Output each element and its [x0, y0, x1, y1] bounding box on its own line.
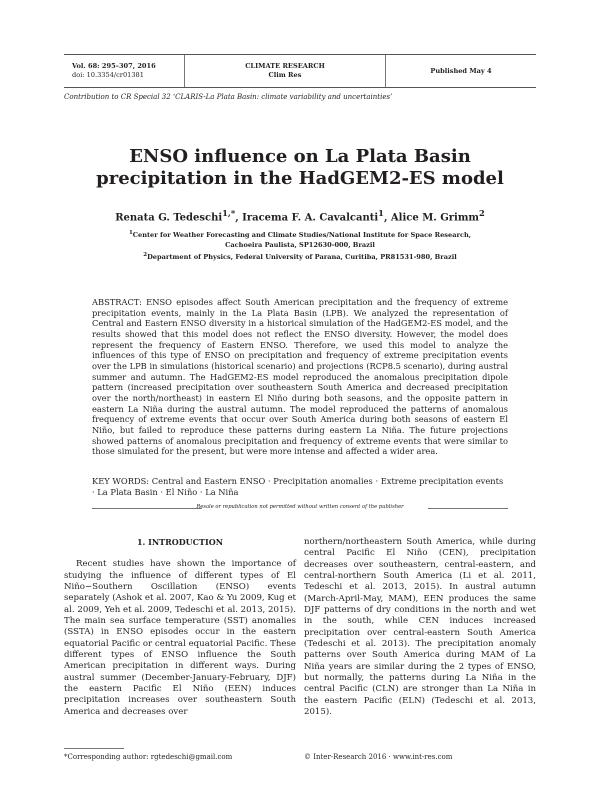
doi: doi: 10.3354/cr01381	[72, 71, 144, 79]
body-paragraph: northern/northeastern South America, while during central Pacific El Niño (CEN), precipitation decreases over southeastern, central-eastern, and central-northern South America (Li et al. 2011, Tedeschi et al. 2013, 2015). In austral autumn (March-April-May, MAM), EEN produces the same DJF patterns of dry conditions in the north and wet in the south, while CEN induces increased precipitation over central-eastern South America (Tedeschi et al. 2013). The precipitation anomaly patterns over South America during MAM of La Niña years are similar during the 2 types of ENSO, but normally, the patterns during La Niña in the central Pacific (CLN) are stronger than La Niña in the eastern Pacific (ELN) (Tedeschi et al. 2013, 2015).	[304, 537, 536, 718]
resale-rule-right	[428, 508, 508, 509]
author-list: Renata G. Tedeschi$^{1,*}$, Iracema F. A. Cavalcanti$^1$, Alice M. Grimm$^2$	[115, 208, 485, 224]
author-sup: 1	[378, 208, 384, 218]
keywords: KEY WORDS: Central and Eastern ENSO · Precipitation anomalies · Extreme precipitation events · La Plata Basin · El Niño · La Niña	[92, 476, 504, 497]
journal-cell	[185, 55, 386, 87]
left-column	[64, 537, 296, 718]
footnote: *Corresponding author: rgtedeschi@gmail.com	[64, 753, 233, 761]
section-heading: 1. INTRODUCTION	[136, 537, 224, 547]
contribution-note: Contribution to CR Special 32 ‘CLARIS-La Plata Basin: climate variability and uncertainties’	[64, 93, 393, 101]
affiliation-2	[120, 251, 480, 263]
affiliation-text: Department of Physics, Federal University of Parana, Curitiba, PR81531-980, Brazil	[147, 253, 457, 262]
footnote-rule	[64, 748, 124, 749]
copyright: © Inter-Research 2016 · www.int-res.com	[304, 753, 453, 761]
author-name: Alice M. Grimm	[390, 212, 480, 224]
published-cell	[386, 55, 536, 87]
author-sup: 2	[479, 208, 485, 218]
resale-text: Resale or republication not permitted without written consent of the publisher	[196, 504, 404, 510]
journal-name: CLIMATE RESEARCH	[245, 62, 325, 70]
author-name: Iracema F. A. Cavalcanti	[242, 212, 379, 224]
volume-cell	[64, 55, 185, 87]
resale-notice	[92, 504, 508, 512]
journal-header	[64, 54, 536, 88]
published-date: Published May 4	[430, 67, 492, 75]
affiliation-text: Center for Weather Forecasting and Climate Studies/National Institute for Space Research, Cachoeira Paulista, SP12630-000, Brazil	[132, 231, 472, 249]
affiliation-sup: 2	[143, 252, 148, 258]
affiliation-sup: 1	[128, 230, 133, 236]
right-column	[304, 537, 536, 719]
body-paragraph: Recent studies have shown the importance of studying the influence of different types of El Niño−Southern Oscillation (ENSO) events separately (Ashok et al. 2007, Kao & Yu 2009, Kug et al. 2009, Yeh et al. 2009, Tedeschi et al. 2013, 2015). The main sea surface temperature (SST) anomalies (SSTA) in ENSO episodes occur in the eastern equatorial Pacific or central equatorial Pacific. These different types of ENSO influence the South American precipitation in different ways. During austral summer (December-January-February, DJF) the eastern Pacific El Niño (EEN) induces precipitation increases over southeastern South America and decreases over	[64, 559, 296, 717]
author-sup: 1,*	[222, 208, 236, 218]
author-name: Renata G. Tedeschi	[115, 212, 223, 224]
paper-title: ENSO influence on La Plata Basin precipitation in the HadGEM2-ES model	[96, 146, 504, 189]
volume-info: Vol. 68: 295–307, 2016	[72, 62, 156, 70]
abstract: ABSTRACT: ENSO episodes affect South American precipitation and the frequency of extreme precipitation events, mainly in the La Plata Basin (LPB). We analyzed the representation of Central and Eastern ENSO diversity in a historical simulation of the HadGEM2-ES model, and the results showed that this model does not reflect the ENSO diversity. However, the model does represent the frequency of Eastern ENSO. Therefore, we used this model to analyze the influences of this type of ENSO on precipitation and frequency of extreme precipitation events over the LPB in simulations (historical scenario) and projections (RCP8.5 scenario), during austral summer and autumn. The HadGEM2-ES model reproduced the anomalous precipitation dipole pattern (increased precipitation over southeastern South America and decreased precipitation over the north/northeast) in eastern El Niño during both seasons, and the opposite pattern in eastern La Niña during the austral autumn. The model reproduced the patterns of anomalous frequency of extreme events that occur over South America during both seasons of eastern El Niño, but failed to reproduce these patterns during eastern La Niña. The future projections showed patterns of anomalous precipitation and frequency of extreme events that were similar to those simulated for the present, but were more intense and affected a wider area.	[92, 297, 508, 457]
journal-abbr: Clim Res	[268, 71, 302, 79]
affiliation-1	[120, 229, 480, 250]
